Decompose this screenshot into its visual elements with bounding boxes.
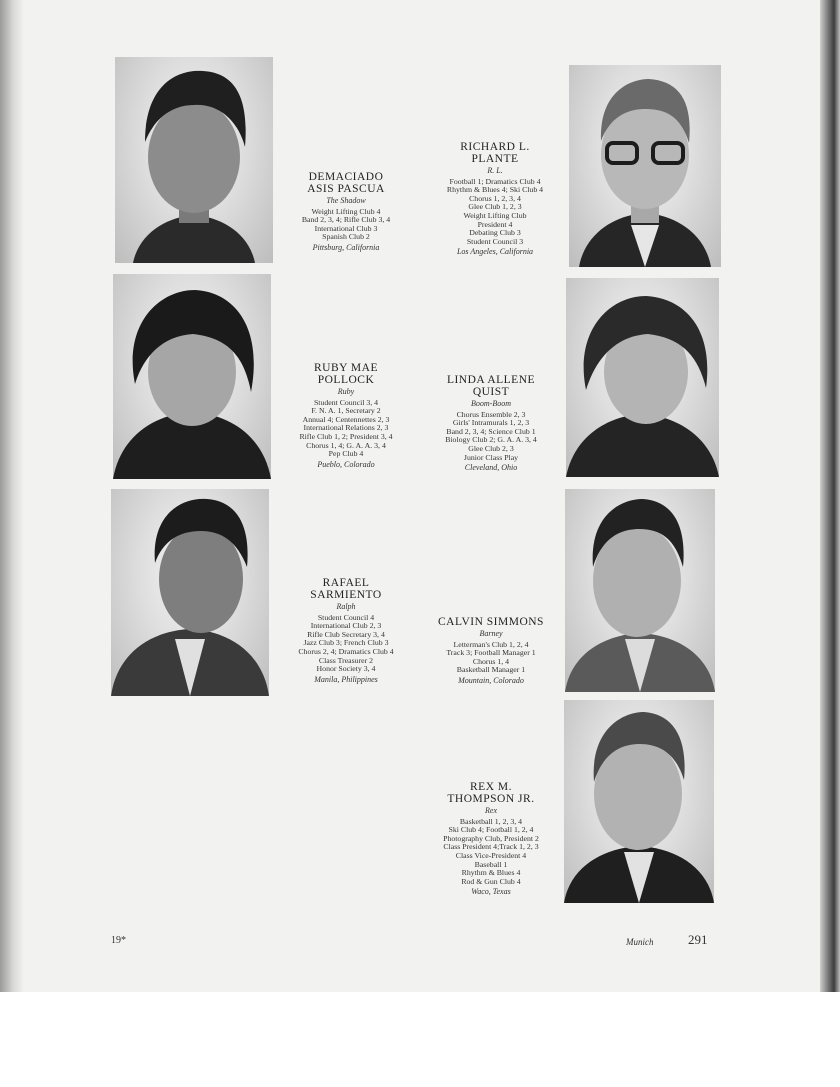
activity-line: Class Treasurer 2 [318, 655, 374, 665]
student-nickname: Boom-Boom [471, 399, 511, 408]
portrait-photo-pascua [115, 57, 273, 263]
student-name: LINDA ALLENE [446, 374, 536, 386]
bio-pascua [276, 171, 416, 253]
activity-line: Photography Club, President 2 [443, 833, 539, 843]
activity-line: Letterman's Club 1, 2, 4 [453, 639, 529, 649]
bio-quist [421, 374, 561, 473]
student-name: RICHARD L. [460, 141, 530, 153]
portrait-silhouette [566, 278, 719, 477]
student-name: ASIS PASCUA [307, 183, 385, 195]
portrait-photo-thompson [564, 700, 714, 903]
activity-line: Rhythm & Blues 4; Ski Club 4 [446, 185, 544, 195]
portrait-silhouette [569, 65, 721, 267]
activity-line: Football 1; Dramatics Club 4 [449, 176, 541, 186]
student-name: RUBY MAE [314, 362, 378, 374]
student-name: DEMACIADO [308, 171, 384, 183]
portrait-photo-simmons [565, 489, 715, 692]
student-hometown: Pittsburg, California [312, 242, 380, 252]
student-nickname: Ruby [337, 387, 355, 396]
activity-line: Rifle Club 1, 2; President 3, 4 [299, 431, 393, 441]
activity-line: Glee Club 1, 2, 3 [468, 202, 522, 212]
bio-simmons [421, 616, 561, 686]
activity-line: Band 2, 3, 4; Rifle Club 3, 4 [301, 215, 391, 225]
activity-line: Basketball Manager 1 [456, 665, 526, 675]
activity-line: Jazz Club 3; French Club 3 [303, 638, 389, 648]
activity-line: Glee Club 2, 3 [468, 443, 514, 453]
bio-thompson [421, 781, 561, 897]
activity-line: Chorus 1, 4 [472, 656, 510, 666]
activity-line: Junior Class Play [463, 452, 519, 462]
bio-pollock [276, 362, 416, 469]
bio-plante [425, 141, 565, 257]
activity-line: International Club 3 [314, 223, 378, 233]
activity-line: International Relations 2, 3 [303, 423, 389, 433]
activity-line: International Club 2, 3 [310, 621, 382, 631]
portrait-silhouette [564, 700, 714, 903]
activity-line: Class Vice-President 4 [455, 850, 527, 860]
activity-line: Class President 4;Track 1, 2, 3 [443, 842, 539, 852]
student-hometown: Pueblo, Colorado [317, 459, 375, 469]
student-name: QUIST [472, 386, 510, 398]
portrait-silhouette [565, 489, 715, 692]
activity-line: Rod & Gun Club 4 [461, 876, 521, 886]
activity-line: Student Council 3, 4 [313, 397, 379, 407]
student-hometown: Cleveland, Ohio [464, 463, 518, 473]
footer-school: Munich [626, 937, 654, 947]
student-name: SARMIENTO [310, 589, 382, 601]
student-nickname: Ralph [336, 602, 356, 611]
activity-line: Rifle Club Secretary 3, 4 [307, 629, 385, 639]
activity-line: Pep Club 4 [328, 449, 364, 459]
activity-line: Spanish Club 2 [322, 232, 370, 242]
activity-line: F. N. A. 1, Secretary 2 [311, 406, 381, 416]
activity-line: Chorus 1, 2, 3, 4 [469, 193, 521, 203]
activity-line: Chorus Ensemble 2, 3 [456, 409, 526, 419]
portrait-photo-quist [566, 278, 719, 477]
portrait-photo-pollock [113, 274, 271, 479]
activity-line: Weight Lifting Club [463, 210, 527, 220]
portrait-silhouette [111, 489, 269, 696]
student-hometown: Los Angeles, California [456, 247, 534, 257]
activity-line: Annual 4; Centennettes 2, 3 [302, 414, 390, 424]
activity-line: President 4 [477, 219, 513, 229]
activity-line: Girls' Intramurals 1, 2, 3 [452, 418, 530, 428]
portrait-photo-plante [569, 65, 721, 267]
student-name: THOMPSON JR. [447, 793, 535, 805]
portrait-silhouette [113, 274, 271, 479]
activity-line: Rhythm & Blues 4 [461, 868, 521, 878]
book-spine [820, 0, 840, 992]
page-number: 291 [688, 932, 708, 947]
student-name: PLANTE [471, 153, 519, 165]
activity-line: Student Council 3 [466, 236, 524, 246]
student-hometown: Waco, Texas [471, 887, 511, 897]
activity-line: Debating Club 3 [469, 228, 521, 238]
activity-line: Band 2, 3, 4; Science Club 1 [446, 426, 536, 436]
footer-left-mark: 19* [111, 935, 126, 946]
activity-line: Chorus 2, 4; Dramatics Club 4 [298, 646, 394, 656]
student-nickname: The Shadow [326, 196, 366, 205]
portrait-photo-sarmiento [111, 489, 269, 696]
activity-line: Weight Lifting Club 4 [311, 206, 381, 216]
activity-line: Track 3; Football Manager 1 [446, 648, 536, 658]
student-hometown: Mountain, Colorado [458, 675, 524, 685]
activity-line: Honor Society 3, 4 [316, 664, 376, 674]
student-nickname: Rex [485, 806, 497, 815]
page-gutter [0, 0, 24, 992]
student-name: POLLOCK [317, 374, 375, 386]
student-nickname: R. L. [487, 166, 503, 175]
activity-line: Student Council 4 [317, 612, 375, 622]
activity-line: Chorus 1, 4; G. A. A. 3, 4 [306, 440, 386, 450]
activity-line: Basketball 1, 2, 3, 4 [459, 816, 523, 826]
student-nickname: Barney [479, 629, 503, 638]
student-hometown: Manila, Philippines [314, 674, 378, 684]
bio-sarmiento [276, 577, 416, 684]
activity-line: Ski Club 4; Football 1, 2, 4 [448, 825, 534, 835]
student-name: CALVIN SIMMONS [438, 616, 544, 628]
activity-line: Baseball 1 [474, 859, 508, 869]
portrait-silhouette [115, 57, 273, 263]
student-name: REX M. [470, 781, 512, 793]
activity-line: Biology Club 2; G. A. A. 3, 4 [445, 435, 537, 445]
student-name: RAFAEL [322, 577, 370, 589]
